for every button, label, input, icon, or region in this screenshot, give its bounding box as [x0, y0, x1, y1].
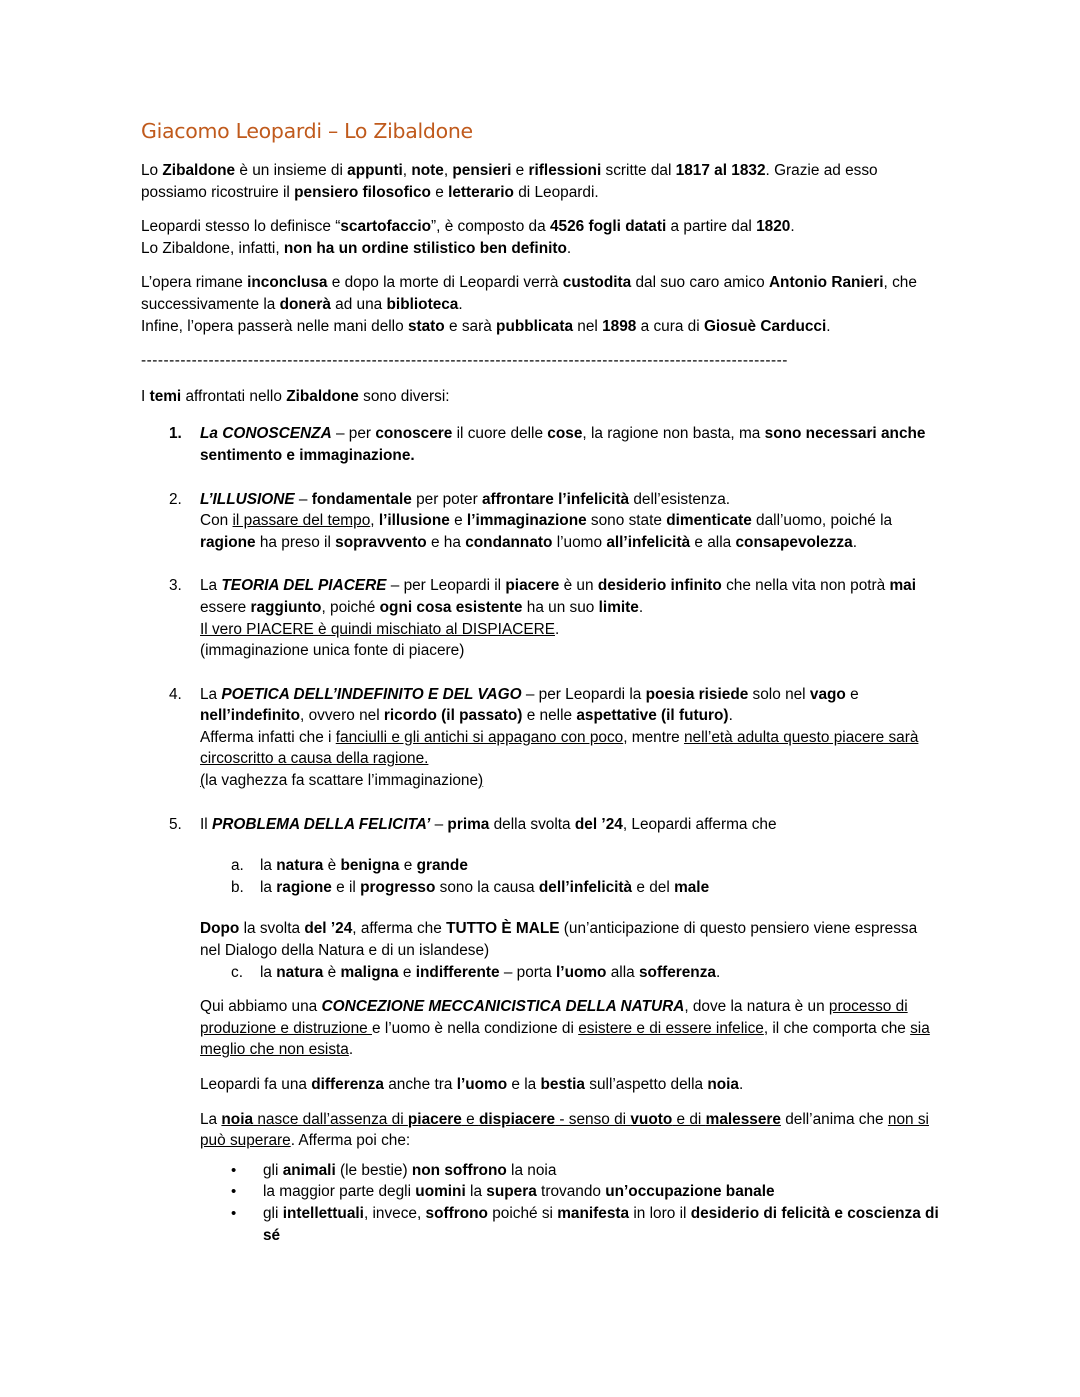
sublist-label: c. — [231, 963, 243, 981]
topic-text: L’ILLUSIONE – fondamentale per poter affrontare l’infelicità dell’esistenza. Con il passare del tempo, l’illusione e l’immaginazione sono state dimenticate dall’uomo, poiché la ragione ha preso il sopravvento e ha condannato l’uomo all’infelicità e alla consapevolezza. — [200, 490, 893, 551]
topic-number: 2. — [169, 490, 182, 508]
sublist-item — [231, 855, 941, 877]
paragraph-concezione: Qui abbiamo una CONCEZIONE MECCANICISTICA DELLA NATURA, dove la natura è un processo di produzione e distruzione e l’uomo è nella condizione di esistere e di essere infelice, il che comporta che sia meglio che non esista. — [200, 998, 930, 1059]
topic-number: 5. — [169, 815, 182, 833]
topic-item — [169, 575, 941, 661]
topic-5-heading: Il PROBLEMA DELLA FELICITA’ – prima della svolta del ’24, Leopardi afferma che — [200, 815, 777, 833]
topic-item — [169, 489, 941, 554]
bullet-item: • la maggior parte degli uomini la supera trovando un’occupazione banale — [263, 1181, 941, 1203]
bullet-item: • gli animali (le bestie) non soffrono la noia — [263, 1160, 941, 1182]
topic-5-body — [200, 996, 941, 1152]
intro-paragraph-1: Lo Zibaldone è un insieme di appunti, note, pensieri e riflessioni scritte dal 1817 al 1832. Grazie ad esso possiamo ricostruire il pensiero filosofico e letterario di Leopardi. — [141, 162, 878, 201]
sublist-text: la ragione e il progresso sono la causa dell’infelicità e del male — [260, 878, 710, 896]
topic-item-5 — [169, 814, 941, 1247]
page-title: Giacomo Leopardi – Lo Zibaldone — [141, 119, 473, 143]
sublist-item — [231, 962, 941, 984]
sublist-text: la natura è benigna e grande — [260, 857, 468, 875]
sublist-item — [231, 877, 941, 899]
sublist-c — [200, 962, 941, 984]
paragraph-differenza: Leopardi fa una differenza anche tra l’uomo e la bestia sull’aspetto della noia. — [200, 1076, 744, 1093]
topics-list — [141, 423, 941, 1246]
intro-paragraph-2: Leopardi stesso lo definisce “scartofaccio”, è composto da 4526 fogli datati a partire dal 1820. Lo Zibaldone, infatti, non ha un ordine stilistico ben definito. — [141, 218, 795, 257]
topic-item — [169, 423, 941, 466]
topic-number: 4. — [169, 685, 182, 703]
topic-text: La POETICA DELL’INDEFINITO E DEL VAGO – per Leopardi la poesia risiede solo nel vago e nell’indefinito, ovvero nel ricordo (il passato) e nelle aspettative (il futuro). Afferma infatti che i fanciulli e gli antichi si appagano con poco, mentre nell’età adulta questo piacere sarà circoscritto a causa della ragione. (la vaghezza fa scattare l’immaginazione) — [200, 685, 919, 790]
sublist-text: la natura è maligna e indifferente – porta l’uomo alla sofferenza. — [260, 963, 721, 981]
sublist-label: b. — [231, 878, 244, 896]
intro-paragraph-3: L’opera rimane inconclusa e dopo la morte di Leopardi verrà custodita dal suo caro amico Antonio Ranieri, che successivamente la donerà ad una biblioteca. Infine, l’opera passerà nelle mani dello stato e sarà pubblicata nel 1898 a cura di Giosuè Carducci. — [141, 274, 917, 335]
sublist-label: a. — [231, 857, 244, 875]
after-svolta-text: Dopo la svolta del ’24, afferma che TUTTO È MALE (un’anticipazione di questo pensiero viene espressa nel Dialogo della Natura e di un islandese) — [200, 920, 918, 960]
topic-number: 3. — [169, 577, 182, 595]
topic-number: 1. — [169, 425, 182, 443]
bullet-list — [200, 1160, 941, 1246]
separator-line: ------------------------------------------------------------------------------------------------------------------- — [141, 352, 788, 370]
topic-text: La CONOSCENZA – per conoscere il cuore delle cose, la ragione non basta, ma sono necessari anche sentimento e immaginazione. — [200, 425, 926, 464]
sublist-ab — [200, 855, 941, 898]
topic-text: La TEORIA DEL PIACERE – per Leopardi il piacere è un desiderio infinito che nella vita non potrà mai essere raggiunto, poiché ogni cosa esistente ha un suo limite. Il vero PIACERE è quindi mischiato al DISPIACERE. (immaginazione unica fonte di piacere) — [200, 577, 917, 660]
themes-intro: I temi affrontati nello Zibaldone sono diversi: — [141, 387, 450, 405]
topic-item — [169, 684, 941, 792]
bullet-item: • gli intellettuali, invece, soffrono poiché si manifesta in loro il desiderio di felicità e coscienza di sé — [263, 1203, 941, 1246]
document-page — [141, 118, 941, 1268]
paragraph-noia: La noia nasce dall’assenza di piacere e dispiacere - senso di vuoto e di malessere dell’anima che non si può superare. Afferma poi che: — [200, 1110, 929, 1150]
